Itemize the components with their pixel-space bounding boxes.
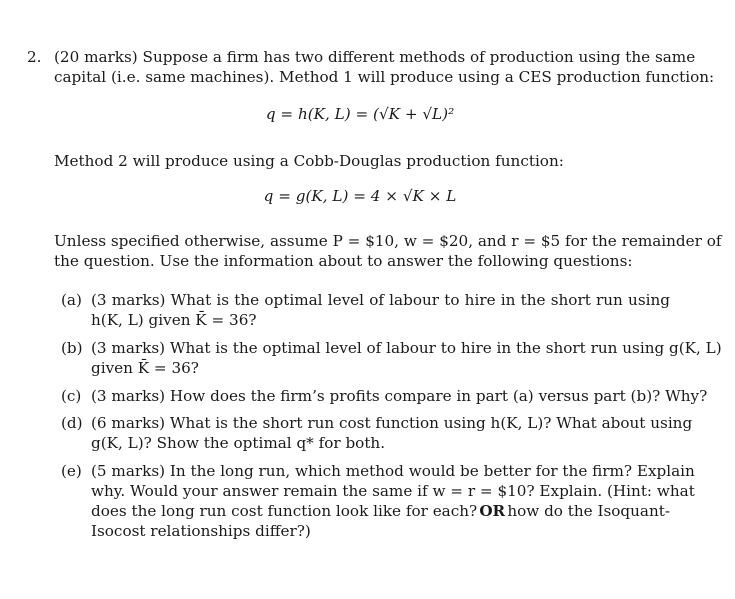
part-c-line-1: (3 marks) How does the firm’s profits compare in part (a) versus part (b)? Why?	[91, 387, 708, 405]
part-b-line-1: (3 marks) What is the optimal level of labour to hire in the short run using g(K, L)	[91, 339, 722, 357]
part-b-line-2: given K̄ = 36?	[91, 359, 199, 377]
part-e-line-1: (5 marks) In the long run, which method would be better for the firm? Explain	[91, 462, 695, 480]
part-e-line-3-bold: OR	[479, 502, 506, 520]
part-a-line-1: (3 marks) What is the optimal level of labour to hire in the short run using	[91, 291, 670, 309]
question-number: 2.	[27, 48, 42, 66]
part-d-line-2: g(K, L)? Show the optimal q* for both.	[91, 434, 386, 452]
part-d-line-1: (6 marks) What is the short run cost function using h(K, L)? What about using	[91, 414, 693, 432]
assume-line-2: the question. Use the information about to answer the following questions:	[54, 252, 633, 270]
part-e-line-3-pre: does the long run cost function look like for each?	[91, 502, 478, 520]
part-e-line-2: why. Would your answer remain the same if w = r = $10? Explain. (Hint: what	[91, 482, 695, 500]
part-e-line-3-post: how do the Isoquant-	[507, 502, 670, 520]
part-a-line-2: h(K, L) given K̄ = 36?	[91, 311, 257, 329]
intro-line-1: (20 marks) Suppose a firm has two different methods of production using the same	[54, 48, 696, 66]
method2-line: Method 2 will produce using a Cobb-Douglas production function:	[54, 152, 564, 170]
part-c-label: (c)	[61, 387, 82, 405]
part-a-label: (a)	[61, 291, 82, 309]
part-e-label: (e)	[61, 462, 82, 480]
part-e-line-4: Isocost relationships differ?)	[91, 522, 311, 540]
equation-ces: q = h(K, L) = (√K + √L)²	[265, 105, 455, 123]
intro-line-2: capital (i.e. same machines). Method 1 will produce using a CES production function:	[54, 68, 715, 86]
equation-cobb-douglas: q = g(K, L) = 4 × √K × L	[263, 187, 457, 205]
assume-line-1: Unless specified otherwise, assume P = $10, w = $20, and r = $5 for the remainder of	[54, 232, 722, 250]
part-d-label: (d)	[61, 414, 83, 432]
part-e-line-3	[91, 501, 670, 521]
part-b-label: (b)	[61, 339, 83, 357]
